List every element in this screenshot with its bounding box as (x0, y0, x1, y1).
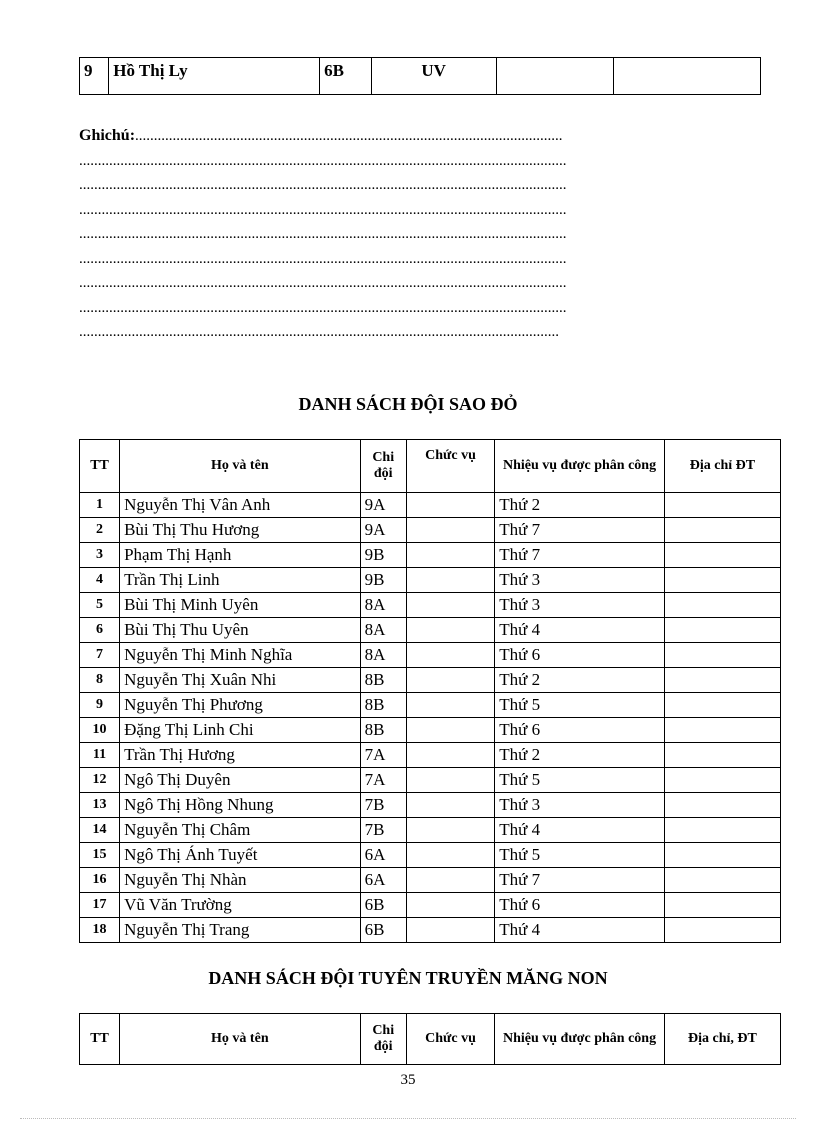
cell-contact (664, 743, 780, 768)
page-bottom-divider (20, 1118, 796, 1119)
cell-role (406, 793, 494, 818)
header-row (80, 440, 781, 493)
cell-contact (664, 643, 780, 668)
notes-line: .................................................................................................................................. (79, 299, 567, 316)
cell-name: Bùi Thị Thu Uyên (120, 618, 361, 643)
table-row (80, 643, 781, 668)
cell-name: Trần Thị Hương (120, 743, 361, 768)
table-row (80, 793, 781, 818)
cell-task: Thứ 3 (495, 593, 665, 618)
cell-tt: 16 (80, 868, 120, 893)
cell-class: 9B (360, 568, 406, 593)
cell-task: Thứ 2 (495, 493, 665, 518)
cell-contact (664, 918, 780, 943)
cell-task: Thứ 4 (495, 618, 665, 643)
cell-task: Thứ 7 (495, 543, 665, 568)
cell-task: Thứ 6 (495, 718, 665, 743)
notes-dots: .................................................................................................................. (135, 128, 563, 144)
cell-role (406, 868, 494, 893)
cell-name: Bùi Thị Thu Hương (120, 518, 361, 543)
table-row (80, 718, 781, 743)
notes-section (79, 124, 739, 345)
cell-role (406, 893, 494, 918)
cell-task: Thứ 4 (495, 918, 665, 943)
header-row (80, 1014, 781, 1065)
cell-contact (664, 843, 780, 868)
cell-class: 7A (360, 743, 406, 768)
cell-class: 9A (360, 518, 406, 543)
cell-contact (664, 668, 780, 693)
cell-contact (664, 493, 780, 518)
cell-role (406, 818, 494, 843)
cell-role: UV (371, 58, 496, 95)
header-class: Chi đội (360, 440, 406, 493)
cell-task: Thứ 5 (495, 693, 665, 718)
cell-tt: 17 (80, 893, 120, 918)
cell-task: Thứ 4 (495, 818, 665, 843)
cell-task: Thứ 3 (495, 793, 665, 818)
cell-task: Thứ 5 (495, 843, 665, 868)
header-name: Họ và tên (120, 440, 361, 493)
cell-name: Nguyễn Thị Xuân Nhi (120, 668, 361, 693)
cell-name: Vũ Văn Trường (120, 893, 361, 918)
cell-contact (664, 718, 780, 743)
cell-name: Nguyễn Thị Minh Nghĩa (120, 643, 361, 668)
cell-role (406, 518, 494, 543)
sao-do-table (79, 439, 781, 943)
header-contact: Địa chỉ, ĐT (664, 1014, 780, 1065)
cell-role (406, 493, 494, 518)
cell-class: 8A (360, 593, 406, 618)
cell-contact (664, 868, 780, 893)
cell-role (406, 568, 494, 593)
table-row (80, 568, 781, 593)
cell-role (406, 693, 494, 718)
header-class: Chi đội (360, 1014, 406, 1065)
cell-class: 8B (360, 668, 406, 693)
cell-tt: 2 (80, 518, 120, 543)
cell-role (406, 843, 494, 868)
notes-line: .................................................................................................................................. (79, 177, 567, 193)
table-row (80, 893, 781, 918)
header-name: Họ và tên (120, 1014, 361, 1065)
mang-non-title: DANH SÁCH ĐỘI TUYÊN TRUYỀN MĂNG NON (208, 968, 608, 988)
cell-class: 6A (360, 843, 406, 868)
cell-class: 8A (360, 643, 406, 668)
table-row (80, 618, 781, 643)
cell-class: 6A (360, 868, 406, 893)
cell-role (406, 718, 494, 743)
cell-contact (664, 543, 780, 568)
table-row (80, 693, 781, 718)
header-task: Nhiệu vụ được phân công (495, 440, 665, 493)
cell-class: 6B (360, 893, 406, 918)
cell-name: Nguyễn Thị Trang (120, 918, 361, 943)
cell-task: Thứ 3 (495, 568, 665, 593)
mang-non-table (79, 1013, 781, 1065)
cell-task: Thứ 5 (495, 768, 665, 793)
cell-tt: 7 (80, 643, 120, 668)
table-row (80, 668, 781, 693)
cell-role (406, 643, 494, 668)
table-row (80, 593, 781, 618)
cell-class: 9A (360, 493, 406, 518)
cell-role (406, 668, 494, 693)
cell-contact (664, 893, 780, 918)
cell-name: Trần Thị Linh (120, 568, 361, 593)
cell-tt: 18 (80, 918, 120, 943)
cell-contact (664, 568, 780, 593)
notes-line: .................................................................................................................................. (79, 152, 567, 169)
header-tt: TT (80, 440, 120, 493)
cell-tt: 10 (80, 718, 120, 743)
cell-role (406, 618, 494, 643)
cell-tt: 12 (80, 768, 120, 793)
cell-class: 7A (360, 768, 406, 793)
cell-tt: 6 (80, 618, 120, 643)
cell-name: Phạm Thị Hạnh (120, 543, 361, 568)
table-row (80, 918, 781, 943)
cell-tt: 8 (80, 668, 120, 693)
cell-role (406, 918, 494, 943)
cell-tt: 5 (80, 593, 120, 618)
cell-class: 6B (320, 58, 371, 95)
cell-tt: 13 (80, 793, 120, 818)
cell-class: 8B (360, 718, 406, 743)
cell-contact (664, 693, 780, 718)
cell-tt: 15 (80, 843, 120, 868)
cell-task: Thứ 7 (495, 868, 665, 893)
cell-name: Nguyễn Thị Nhàn (120, 868, 361, 893)
header-task: Nhiệu vụ được phân công (495, 1014, 665, 1065)
cell-name: Ngô Thị Hồng Nhung (120, 793, 361, 818)
header-role: Chức vụ (406, 1014, 494, 1065)
table-row (80, 843, 781, 868)
cell-class: 7B (360, 793, 406, 818)
cell-task: Thứ 6 (495, 893, 665, 918)
cell-contact (664, 768, 780, 793)
cell-task: Thứ 6 (495, 643, 665, 668)
cell-tt: 9 (80, 58, 109, 95)
sao-do-body (80, 493, 781, 943)
cell-contact (664, 593, 780, 618)
cell-task: Thứ 2 (495, 743, 665, 768)
cell-name: Nguyễn Thị Vân Anh (120, 493, 361, 518)
cell-tt: 14 (80, 818, 120, 843)
cell-task: Thứ 2 (495, 668, 665, 693)
notes-first-line (79, 124, 739, 149)
notes-line: ................................................................................................................................ (79, 324, 559, 340)
cell-name: Ngô Thị Duyên (120, 768, 361, 793)
cell-contact (664, 518, 780, 543)
notes-line: .................................................................................................................................. (79, 275, 567, 291)
table-row (80, 518, 781, 543)
table-row (80, 818, 781, 843)
sao-do-title: DANH SÁCH ĐỘI SAO ĐỎ (298, 394, 518, 414)
notes-label: Ghichú: (79, 127, 136, 144)
cell-extra-2 (613, 58, 760, 95)
cell-class: 9B (360, 543, 406, 568)
table-row (80, 868, 781, 893)
table-row (80, 493, 781, 518)
cell-task: Thứ 7 (495, 518, 665, 543)
cell-class: 8B (360, 693, 406, 718)
cell-contact (664, 793, 780, 818)
cell-name: Ngô Thị Ánh Tuyết (120, 843, 361, 868)
cell-role (406, 743, 494, 768)
notes-line: .................................................................................................................................. (79, 201, 567, 218)
cell-tt: 9 (80, 693, 120, 718)
notes-line: .................................................................................................................................. (79, 226, 567, 242)
cell-name: Bùi Thị Minh Uyên (120, 593, 361, 618)
cell-contact (664, 618, 780, 643)
cell-tt: 3 (80, 543, 120, 568)
cell-name: Nguyễn Thị Châm (120, 818, 361, 843)
cell-tt: 11 (80, 743, 120, 768)
cell-extra-1 (496, 58, 613, 95)
cell-role (406, 543, 494, 568)
cell-tt: 4 (80, 568, 120, 593)
cell-tt: 1 (80, 493, 120, 518)
table-row (80, 743, 781, 768)
notes-line: .................................................................................................................................. (79, 250, 567, 267)
carryover-table (79, 57, 761, 95)
page-number: 35 (400, 1072, 416, 1088)
table-row (80, 58, 761, 95)
table-row (80, 543, 781, 568)
cell-class: 7B (360, 818, 406, 843)
header-contact: Địa chỉ ĐT (664, 440, 780, 493)
cell-contact (664, 818, 780, 843)
header-tt: TT (80, 1014, 120, 1065)
header-role: Chức vụ (406, 440, 494, 493)
cell-name: Hồ Thị Ly (109, 58, 320, 95)
table-row (80, 768, 781, 793)
cell-role (406, 593, 494, 618)
cell-name: Đặng Thị Linh Chi (120, 718, 361, 743)
cell-role (406, 768, 494, 793)
cell-name: Nguyễn Thị Phương (120, 693, 361, 718)
cell-class: 6B (360, 918, 406, 943)
cell-class: 8A (360, 618, 406, 643)
